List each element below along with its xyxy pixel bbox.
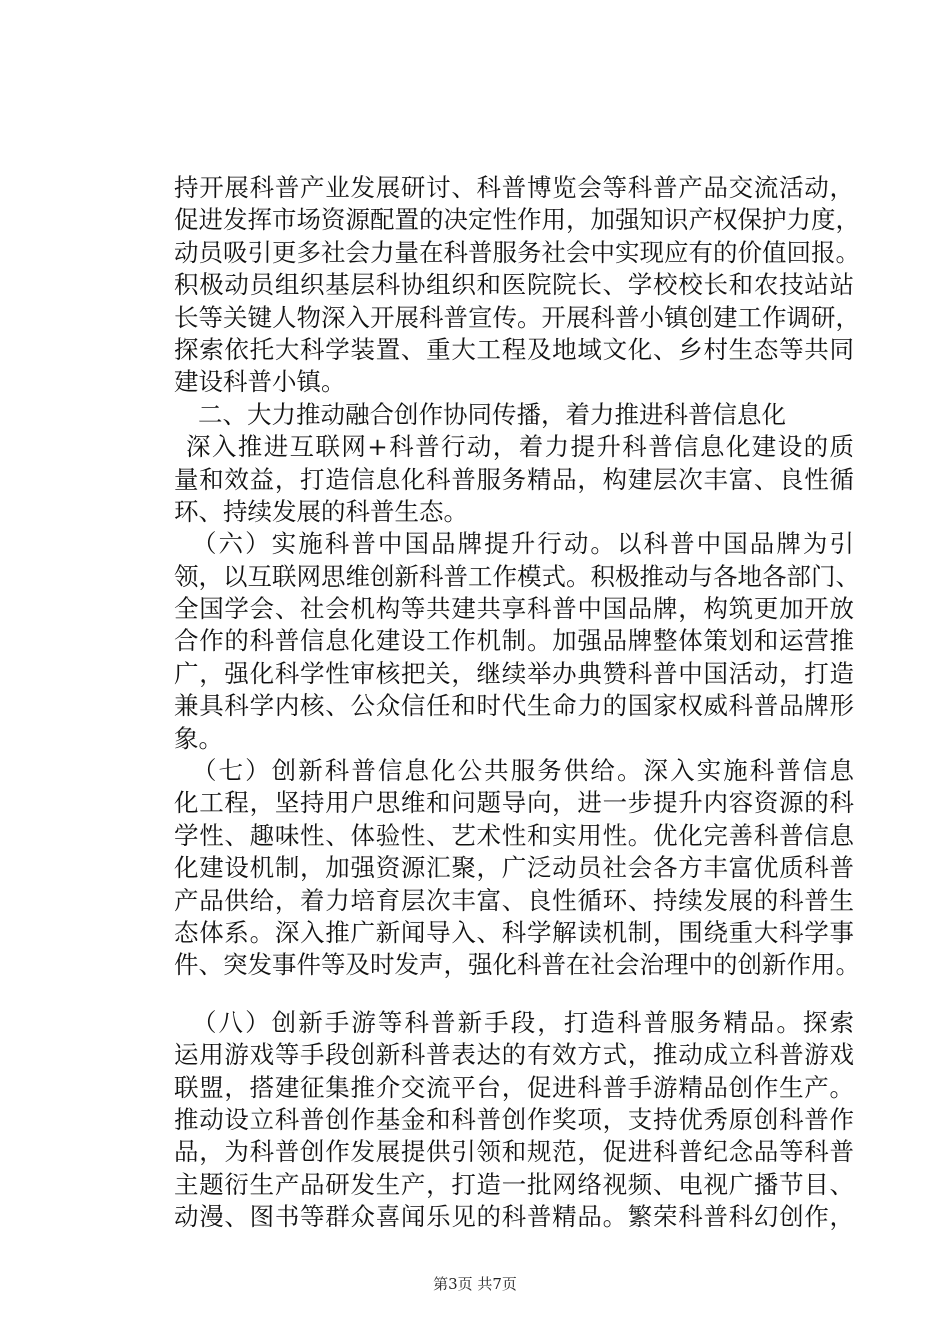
text-line: 联盟，搭建征集推介交流平台，促进科普手游精品创作生产。: [174, 1072, 854, 1102]
paragraph-gap: [174, 982, 854, 1007]
page-number-footer: 第3页 共7页: [433, 1275, 517, 1293]
text-line: 合作的科普信息化建设工作机制。加强品牌整体策划和运营推: [174, 626, 854, 656]
text-line: 产品供给，着力培育层次丰富、良性循环、持续发展的科普生: [174, 885, 854, 915]
section-heading: 二、大力推动融合创作协同传播，着力推进科普信息化: [198, 399, 786, 429]
text-line: 化建设机制，加强资源汇聚，广泛动员社会各方丰富优质科普: [174, 853, 854, 883]
document-body: [174, 172, 860, 1234]
text-line: 件、突发事件等及时发声，强化科普在社会治理中的创新作用。: [174, 950, 860, 980]
text-line: 态体系。深入推广新闻导入、科学解读机制，围绕重大科学事: [174, 917, 854, 947]
text-line: 推动设立科普创作基金和科普创作奖项，支持优秀原创科普作: [174, 1104, 854, 1134]
text-line: 量和效益，打造信息化科普服务精品，构建层次丰富、良性循: [174, 464, 854, 494]
text-line: 探索依托大科学装置、重大工程及地域文化、乡村生态等共同: [174, 334, 854, 364]
text-line: 象。: [174, 723, 223, 753]
text-line: 积极动员组织基层科协组织和医院院长、学校校长和农技站站: [174, 270, 854, 300]
text-line: 深入推进互联网+科普行动，着力提升科普信息化建设的质: [186, 432, 854, 462]
text-line: （八）创新手游等科普新手段，打造科普服务精品。探索: [192, 1007, 854, 1037]
text-line: 建设科普小镇。: [174, 367, 346, 397]
text-line: （六）实施科普中国品牌提升行动。以科普中国品牌为引: [192, 529, 854, 559]
text-line: 广，强化科学性审核把关，继续举办典赞科普中国活动，打造: [174, 658, 854, 688]
text-line: 环、持续发展的科普生态。: [174, 496, 468, 526]
text-line: 主题衍生产品研发生产，打造一批网络视频、电视广播节目、: [174, 1169, 854, 1199]
text-line: （七）创新科普信息化公共服务供给。深入实施科普信息: [192, 756, 854, 786]
text-line: 运用游戏等手段创新科普表达的有效方式，推动成立科普游戏: [174, 1040, 854, 1070]
text-line: 兼具科学内核、公众信任和时代生命力的国家权威科普品牌形: [174, 691, 854, 721]
text-line: 持开展科普产业发展研讨、科普博览会等科普产品交流活动，: [174, 173, 854, 202]
text-line: 动员吸引更多社会力量在科普服务社会中实现应有的价值回报。: [174, 237, 860, 267]
text-line: 学性、趣味性、体验性、艺术性和实用性。优化完善科普信息: [174, 820, 854, 850]
text-line: 促进发挥市场资源配置的决定性作用，加强知识产权保护力度，: [174, 205, 860, 235]
text-line: 品，为科普创作发展提供引领和规范，促进科普纪念品等科普: [174, 1137, 854, 1167]
text-line: 全国学会、社会机构等共建共享科普中国品牌，构筑更加开放: [174, 594, 854, 624]
text-line: 长等关键人物深入开展科普宣传。开展科普小镇创建工作调研，: [174, 302, 860, 332]
text-line: 动漫、图书等群众喜闻乐见的科普精品。繁荣科普科幻创作，: [174, 1202, 854, 1232]
text-line: 领，以互联网思维创新科普工作模式。积极推动与各地各部门、: [174, 561, 860, 591]
text-line: 化工程，坚持用户思维和问题导向，进一步提升内容资源的科: [174, 788, 854, 818]
